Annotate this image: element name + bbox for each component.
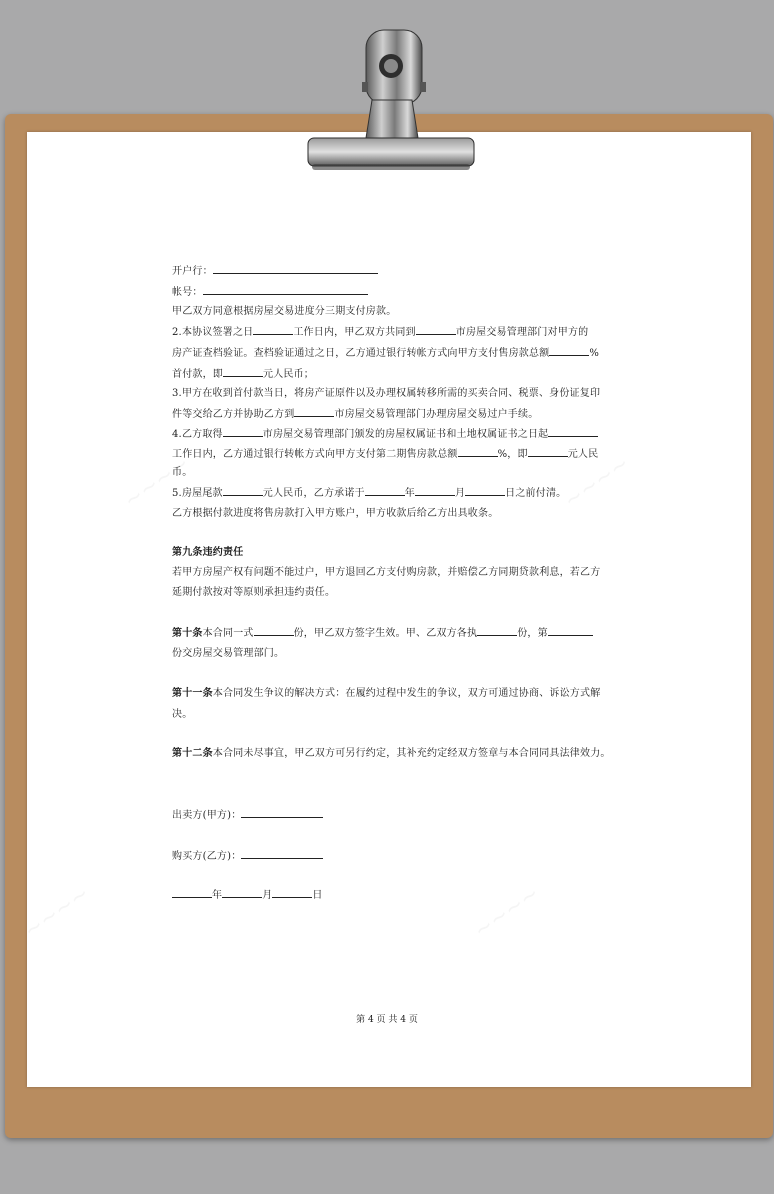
clause-text: 币。 (172, 467, 193, 478)
clause-text: 3.甲方在收到首付款当日，将房产证原件以及办理权属转移所需的买卖合同、税票、身份证复印 (172, 388, 601, 399)
clause-text: 房产证查档验证。查档验证通过之日，乙方通过银行转帐方式向甲方支付售房款总额 % (172, 348, 600, 359)
seller-signature-line: 出卖方(甲方)： (172, 808, 323, 823)
account-number-blank (203, 285, 368, 295)
clause-text: 甲乙双方同意根据房屋交易进度分三期支付房款。 (172, 306, 397, 317)
article-10: 第十条本合同一式 份，甲乙双方签字生效。甲、乙双方各执 份，第 (172, 626, 593, 641)
paper-sheet (27, 132, 751, 1087)
clause-text: 乙方根据付款进度将售房款打入甲方账户，甲方收款后给乙方出具收条。 (172, 508, 499, 519)
clause-text: 2.本协议签署之日 工作日内，甲乙双方共同到 市房屋交易管理部门对甲方的 (172, 327, 589, 338)
clause-text: 件等交给乙方并协助乙方到 市房屋交易管理部门办理房屋交易过户手续。 (172, 409, 539, 420)
bank-name-label: 开户行： (172, 266, 213, 277)
article-10-text: 份交房屋交易管理部门。 (172, 648, 285, 659)
article-9-text: 延期付款按对等原则承担违约责任。 (172, 587, 336, 598)
clause-text: 4.乙方取得 市房屋交易管理部门颁发的房屋权属证书和土地权属证书之日起 (172, 427, 598, 442)
clause-text: 工作日内，乙方通过银行转帐方式向甲方支付第二期售房款总额 %，即 元人民 (172, 449, 599, 460)
buyer-signature-line: 购买方(乙方)： (172, 849, 323, 864)
page-number: 第 4 页 共 4 页 (356, 1015, 418, 1025)
article-11-text: 决。 (172, 709, 193, 720)
account-number-label: 帐号： (172, 287, 203, 298)
article-12: 第十二条本合同未尽事宜，甲乙双方可另行约定，其补充约定经双方签章与本合同同具法律效力。 (172, 748, 611, 759)
bank-name-blank (213, 264, 378, 274)
clause-text: 5.房屋尾款 元人民币，乙方承诺于 年 月 日之前付清。 (172, 488, 567, 499)
article-11: 第十一条本合同发生争议的解决方式：在履约过程中发生的争议，双方可通过协商、诉讼方式解 (172, 688, 601, 699)
date-line: 年 月 日 (172, 888, 323, 903)
account-number-line (172, 285, 368, 300)
bank-name-line (172, 264, 378, 279)
clause-text: 首付款，即 元人民币； (172, 369, 314, 380)
article-9-title: 第九条违约责任 (172, 547, 244, 558)
article-9-text: 若甲方房屋产权有问题不能过户，甲方退回乙方支付购房款，并赔偿乙方同期贷款利息，若乙方 (172, 567, 601, 578)
binder-clip-icon (300, 26, 480, 178)
